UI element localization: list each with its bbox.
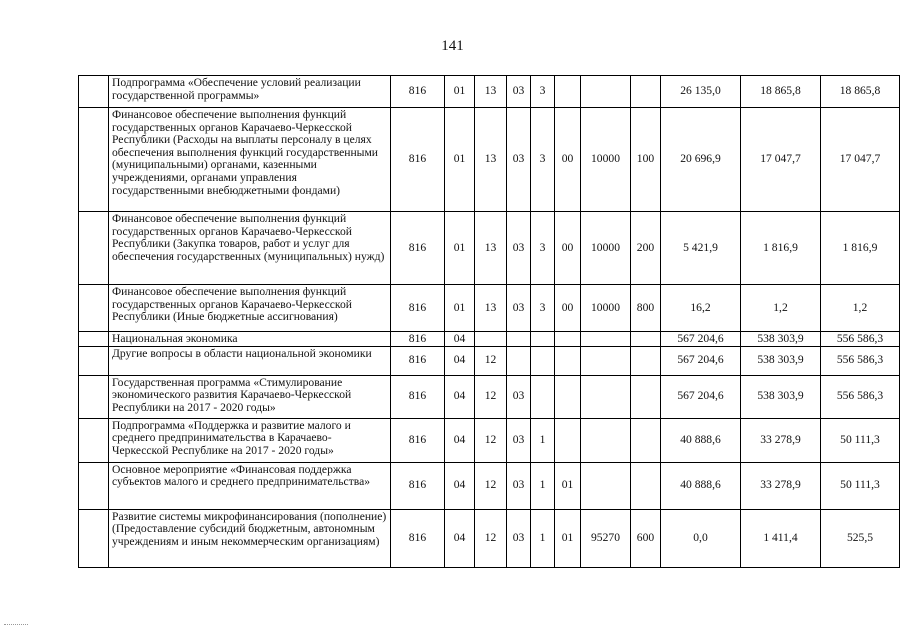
subsection-code-cell: 12 xyxy=(475,462,507,509)
table-row xyxy=(79,332,900,347)
subprogram-code-cell: 3 xyxy=(531,285,555,332)
amount-year3-cell: 556 586,3 xyxy=(821,375,900,418)
target-program-code-cell xyxy=(507,332,531,347)
section-code-cell: 04 xyxy=(445,332,475,347)
expense-type-code-cell: 100 xyxy=(631,108,661,212)
direction-code-cell: 10000 xyxy=(581,212,631,285)
amount-year3-cell: 1,2 xyxy=(821,285,900,332)
direction-code-cell xyxy=(581,76,631,108)
table-row xyxy=(79,509,900,567)
ved-code-cell: 816 xyxy=(391,76,445,108)
ved-code-cell: 816 xyxy=(391,332,445,347)
row-number-cell xyxy=(79,509,109,567)
ved-code-cell: 816 xyxy=(391,346,445,375)
subprogram-code-cell xyxy=(531,346,555,375)
subsection-code-cell: 12 xyxy=(475,418,507,462)
row-name-cell: Подпрограмма «Поддержка и развитие малого и среднего предпринимательства в Карачаево-Черкесской Республике на 2017 - 2020 годы» xyxy=(109,418,391,462)
amount-year3-cell: 50 111,3 xyxy=(821,462,900,509)
amount-year1-cell: 40 888,6 xyxy=(661,418,741,462)
direction-code-cell: 10000 xyxy=(581,108,631,212)
table-row xyxy=(79,462,900,509)
activity-code-cell: 00 xyxy=(555,108,581,212)
activity-code-cell: 01 xyxy=(555,509,581,567)
section-code-cell: 01 xyxy=(445,76,475,108)
activity-code-cell xyxy=(555,332,581,347)
direction-code-cell: 95270 xyxy=(581,509,631,567)
expense-type-code-cell xyxy=(631,418,661,462)
expense-type-code-cell xyxy=(631,332,661,347)
direction-code-cell: 10000 xyxy=(581,285,631,332)
row-name-cell: Подпрограмма «Обеспечение условий реализации государственной программы» xyxy=(109,76,391,108)
subsection-code-cell: 12 xyxy=(475,375,507,418)
table-row xyxy=(79,418,900,462)
budget-table-body xyxy=(79,76,900,568)
row-name-cell: Национальная экономика xyxy=(109,332,391,347)
subprogram-code-cell: 3 xyxy=(531,108,555,212)
amount-year3-cell: 50 111,3 xyxy=(821,418,900,462)
table-row xyxy=(79,108,900,212)
amount-year2-cell: 1 816,9 xyxy=(741,212,821,285)
row-number-cell xyxy=(79,418,109,462)
ved-code-cell: 816 xyxy=(391,285,445,332)
expense-type-code-cell xyxy=(631,462,661,509)
amount-year1-cell: 0,0 xyxy=(661,509,741,567)
amount-year3-cell: 525,5 xyxy=(821,509,900,567)
target-program-code-cell xyxy=(507,346,531,375)
amount-year2-cell: 538 303,9 xyxy=(741,346,821,375)
page-number: 141 xyxy=(441,38,464,54)
section-code-cell: 01 xyxy=(445,285,475,332)
row-name-cell: Финансовое обеспечение выполнения функций государственных органов Карачаево-Черкесской Республики (Иные бюджетные ассигнования) xyxy=(109,285,391,332)
subprogram-code-cell: 3 xyxy=(531,212,555,285)
subsection-code-cell: 13 xyxy=(475,76,507,108)
target-program-code-cell: 03 xyxy=(507,76,531,108)
direction-code-cell xyxy=(581,346,631,375)
table-row xyxy=(79,285,900,332)
amount-year1-cell: 16,2 xyxy=(661,285,741,332)
direction-code-cell xyxy=(581,462,631,509)
subsection-code-cell: 13 xyxy=(475,285,507,332)
section-code-cell: 04 xyxy=(445,462,475,509)
expense-type-code-cell: 200 xyxy=(631,212,661,285)
row-number-cell xyxy=(79,285,109,332)
amount-year2-cell: 18 865,8 xyxy=(741,76,821,108)
amount-year1-cell: 567 204,6 xyxy=(661,346,741,375)
activity-code-cell: 00 xyxy=(555,212,581,285)
subprogram-code-cell: 1 xyxy=(531,418,555,462)
expense-type-code-cell xyxy=(631,375,661,418)
amount-year2-cell: 538 303,9 xyxy=(741,375,821,418)
activity-code-cell xyxy=(555,346,581,375)
table-row xyxy=(79,375,900,418)
subsection-code-cell: 12 xyxy=(475,346,507,375)
ved-code-cell: 816 xyxy=(391,418,445,462)
row-number-cell xyxy=(79,76,109,108)
amount-year2-cell: 17 047,7 xyxy=(741,108,821,212)
amount-year3-cell: 1 816,9 xyxy=(821,212,900,285)
target-program-code-cell: 03 xyxy=(507,509,531,567)
subprogram-code-cell xyxy=(531,375,555,418)
row-name-cell: Развитие системы микрофинансирования (пополнение) (Предоставление субсидий бюджетным, автономным учреждениям и иным некоммерческим организациям) xyxy=(109,509,391,567)
target-program-code-cell: 03 xyxy=(507,418,531,462)
subsection-code-cell: 13 xyxy=(475,212,507,285)
amount-year2-cell: 33 278,9 xyxy=(741,462,821,509)
ved-code-cell: 816 xyxy=(391,108,445,212)
section-code-cell: 01 xyxy=(445,212,475,285)
row-number-cell xyxy=(79,332,109,347)
section-code-cell: 04 xyxy=(445,509,475,567)
row-number-cell xyxy=(79,108,109,212)
row-number-cell xyxy=(79,375,109,418)
amount-year2-cell: 1 411,4 xyxy=(741,509,821,567)
activity-code-cell xyxy=(555,375,581,418)
budget-table xyxy=(78,75,900,568)
subprogram-code-cell xyxy=(531,332,555,347)
section-code-cell: 04 xyxy=(445,418,475,462)
activity-code-cell: 01 xyxy=(555,462,581,509)
target-program-code-cell: 03 xyxy=(507,462,531,509)
expense-type-code-cell xyxy=(631,346,661,375)
row-name-cell: Государственная программа «Стимулирование экономического развития Карачаево-Черкесской Республики на 2017 - 2020 годы» xyxy=(109,375,391,418)
subsection-code-cell: 13 xyxy=(475,108,507,212)
subprogram-code-cell: 3 xyxy=(531,76,555,108)
expense-type-code-cell xyxy=(631,76,661,108)
row-name-cell: Другие вопросы в области национальной экономики xyxy=(109,346,391,375)
amount-year1-cell: 567 204,6 xyxy=(661,375,741,418)
section-code-cell: 04 xyxy=(445,375,475,418)
amount-year3-cell: 556 586,3 xyxy=(821,346,900,375)
row-name-cell: Финансовое обеспечение выполнения функций государственных органов Карачаево-Черкесской Республики (Закупка товаров, работ и услуг для обеспечения государственных (муниципальных) нужд) xyxy=(109,212,391,285)
row-name-cell: Основное мероприятие «Финансовая поддержка субъектов малого и среднего предпринимательства» xyxy=(109,462,391,509)
amount-year1-cell: 26 135,0 xyxy=(661,76,741,108)
row-name-cell: Финансовое обеспечение выполнения функций государственных органов Карачаево-Черкесской Республики (Расходы на выплаты персоналу в целях обеспечения выполнения функций государственными (муниципальными) органами, казенными учреждениями, органами управления государственными внебюджетными фондами) xyxy=(109,108,391,212)
subprogram-code-cell: 1 xyxy=(531,509,555,567)
target-program-code-cell: 03 xyxy=(507,212,531,285)
table-row xyxy=(79,346,900,375)
ved-code-cell: 816 xyxy=(391,509,445,567)
ved-code-cell: 816 xyxy=(391,462,445,509)
target-program-code-cell: 03 xyxy=(507,375,531,418)
subsection-code-cell xyxy=(475,332,507,347)
amount-year1-cell: 40 888,6 xyxy=(661,462,741,509)
direction-code-cell xyxy=(581,418,631,462)
amount-year2-cell: 538 303,9 xyxy=(741,332,821,347)
amount-year1-cell: 567 204,6 xyxy=(661,332,741,347)
amount-year2-cell: 1,2 xyxy=(741,285,821,332)
expense-type-code-cell: 800 xyxy=(631,285,661,332)
activity-code-cell xyxy=(555,76,581,108)
section-code-cell: 04 xyxy=(445,346,475,375)
activity-code-cell: 00 xyxy=(555,285,581,332)
row-number-cell xyxy=(79,462,109,509)
target-program-code-cell: 03 xyxy=(507,108,531,212)
row-number-cell xyxy=(79,346,109,375)
row-number-cell xyxy=(79,212,109,285)
ved-code-cell: 816 xyxy=(391,212,445,285)
amount-year1-cell: 20 696,9 xyxy=(661,108,741,212)
expense-type-code-cell: 600 xyxy=(631,509,661,567)
direction-code-cell xyxy=(581,332,631,347)
subsection-code-cell: 12 xyxy=(475,509,507,567)
table-row xyxy=(79,76,900,108)
subprogram-code-cell: 1 xyxy=(531,462,555,509)
scan-artifact xyxy=(4,624,28,629)
ved-code-cell: 816 xyxy=(391,375,445,418)
section-code-cell: 01 xyxy=(445,108,475,212)
amount-year3-cell: 556 586,3 xyxy=(821,332,900,347)
activity-code-cell xyxy=(555,418,581,462)
amount-year2-cell: 33 278,9 xyxy=(741,418,821,462)
target-program-code-cell: 03 xyxy=(507,285,531,332)
amount-year3-cell: 17 047,7 xyxy=(821,108,900,212)
amount-year3-cell: 18 865,8 xyxy=(821,76,900,108)
amount-year1-cell: 5 421,9 xyxy=(661,212,741,285)
table-row xyxy=(79,212,900,285)
direction-code-cell xyxy=(581,375,631,418)
